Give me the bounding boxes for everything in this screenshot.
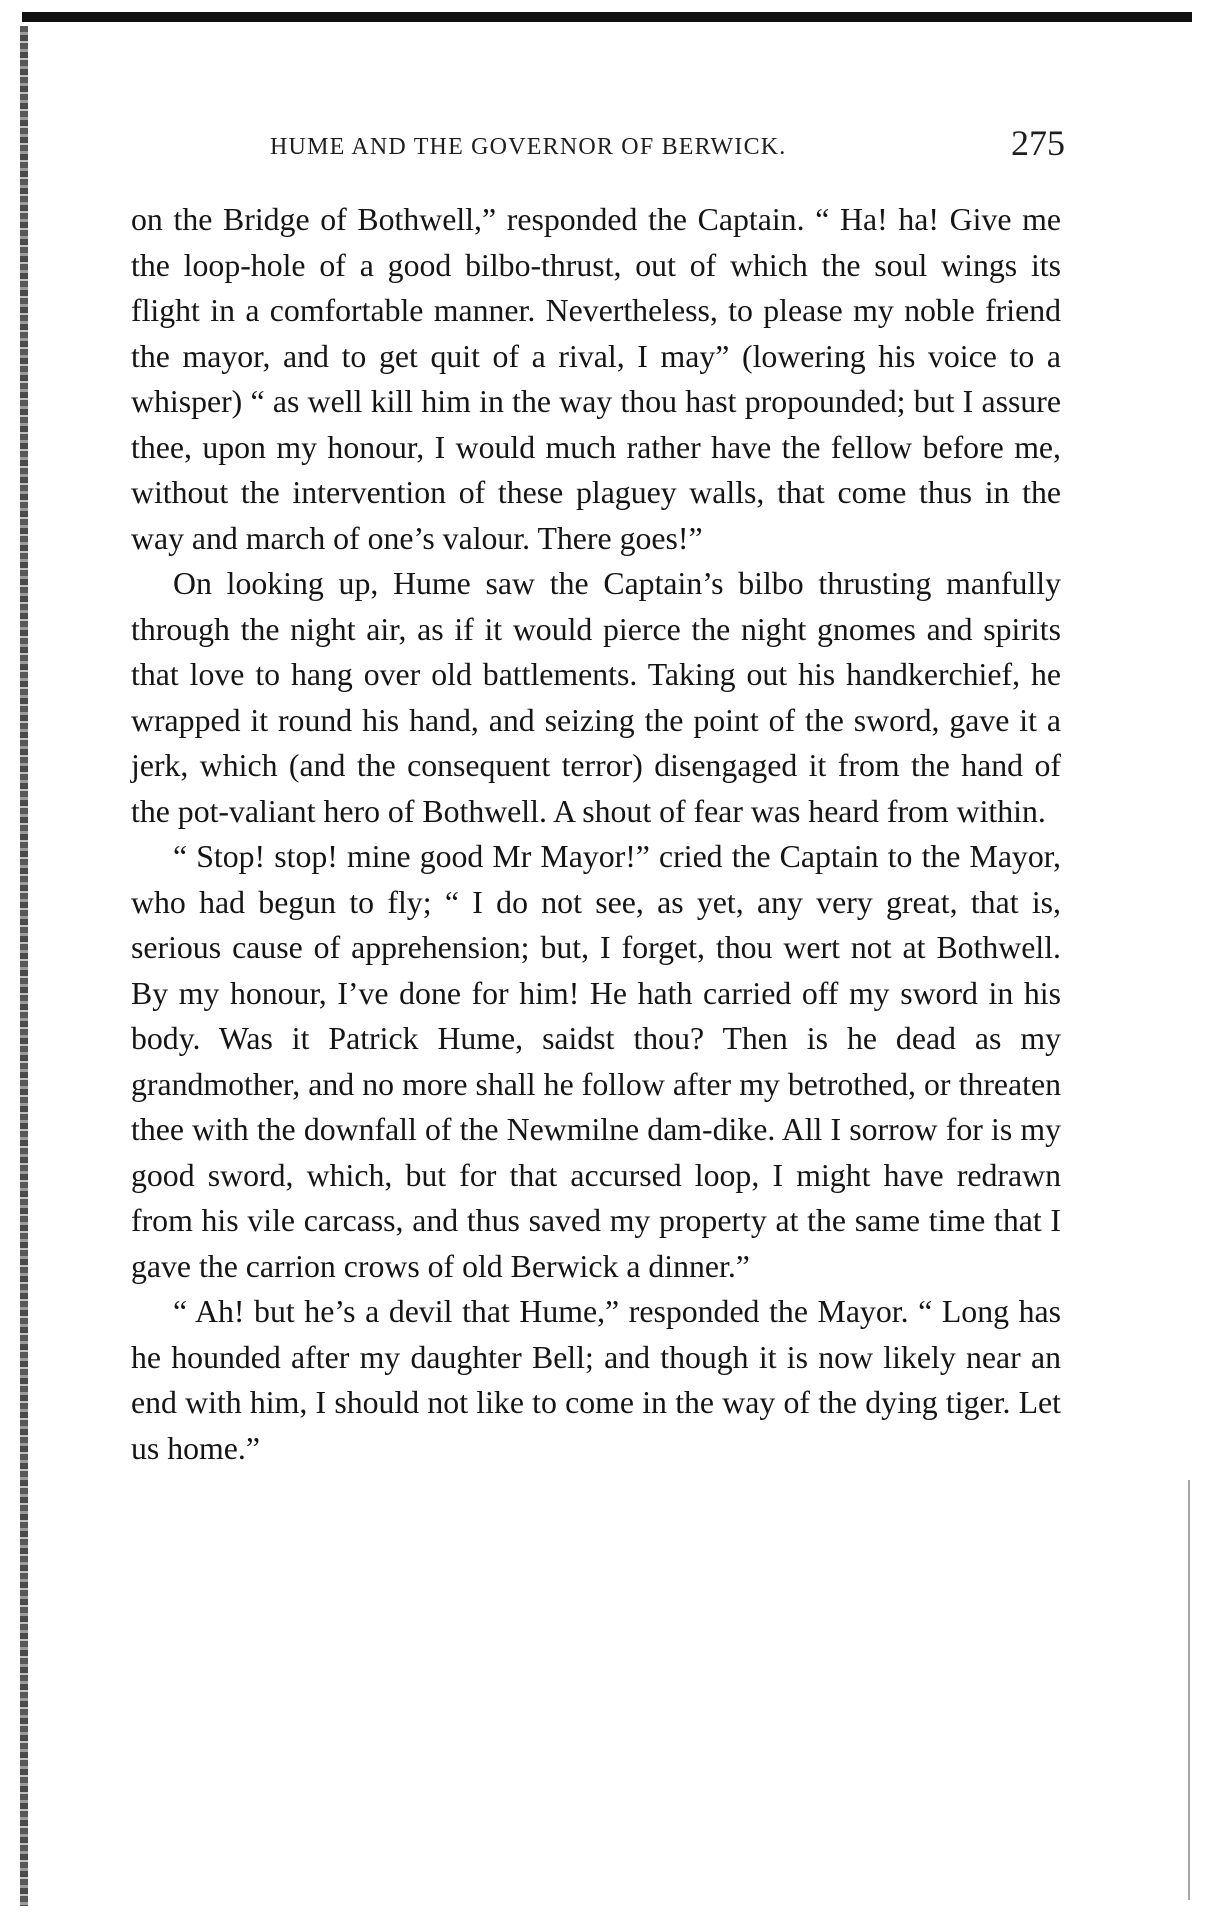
paragraph (131, 561, 1061, 834)
paragraph-text: on the Bridge of Bothwell,” responded the Captain. “ Ha! ha! Give me the loop-hole of a good bilbo-thrust, out of which the soul wings its flight in a comfortable manner. Nevertheless, to please my noble friend the mayor, and to get quit of a rival, I may” (lowering his voice to a whisper) “ as well kill him in the way thou hast propounded; but I assure thee, upon my honour, I would much rather have the fellow before me, without the intervention of these plaguey walls, that come thus in the way and march of one’s valour. There goes!” (131, 202, 1061, 556)
paragraph (131, 197, 1061, 561)
binding-edge (20, 26, 28, 1906)
top-rule (22, 12, 1192, 22)
running-head: HUME AND THE GOVERNOR OF BERWICK. (270, 134, 787, 160)
page-header (135, 122, 1065, 172)
paragraph-text: “ Stop! stop! mine good Mr Mayor!” cried the Captain to the Mayor, who had begun to fly; “ I do not see, as yet, any very great, that is, serious cause of apprehension; but, I forget, thou wert not at Bothwell. By my honour, I’ve done for him! He hath carried off my sword in his body. Was it Patrick Hume, saidst thou? Then is he dead as my grandmother, and no more shall he follow after my betrothed, or threaten thee with the downfall of the Newmilne dam-dike. All I sorrow for is my good sword, which, but for that accursed loop, I might have redrawn from his vile carcass, and thus saved my property at the same time that I gave the carrion crows of old Berwick a dinner.” (131, 839, 1061, 1284)
paragraph-text: “ Ah! but he’s a devil that Hume,” responded the Mayor. “ Long has he hounded after my daughter Bell; and though it is now likely near an end with him, I should not like to come in the way of the dying tiger. Let us home.” (131, 1294, 1061, 1466)
paragraph (131, 834, 1061, 1289)
body-text (131, 197, 1061, 1471)
paragraph-text: On looking up, Hume saw the Captain’s bilbo thrusting manfully through the night air, as if it would pierce the night gnomes and spirits that love to hang over old battlements. Taking out his handkerchief, he wrapped it round his hand, and seizing the point of the sword, gave it a jerk, which (and the consequent terror) disengaged it from the hand of the pot-valiant hero of Bothwell. A shout of fear was heard from within. (131, 566, 1061, 829)
page-edge-shadow (1188, 1480, 1190, 1900)
page-number: 275 (1011, 123, 1065, 163)
paragraph (131, 1289, 1061, 1471)
